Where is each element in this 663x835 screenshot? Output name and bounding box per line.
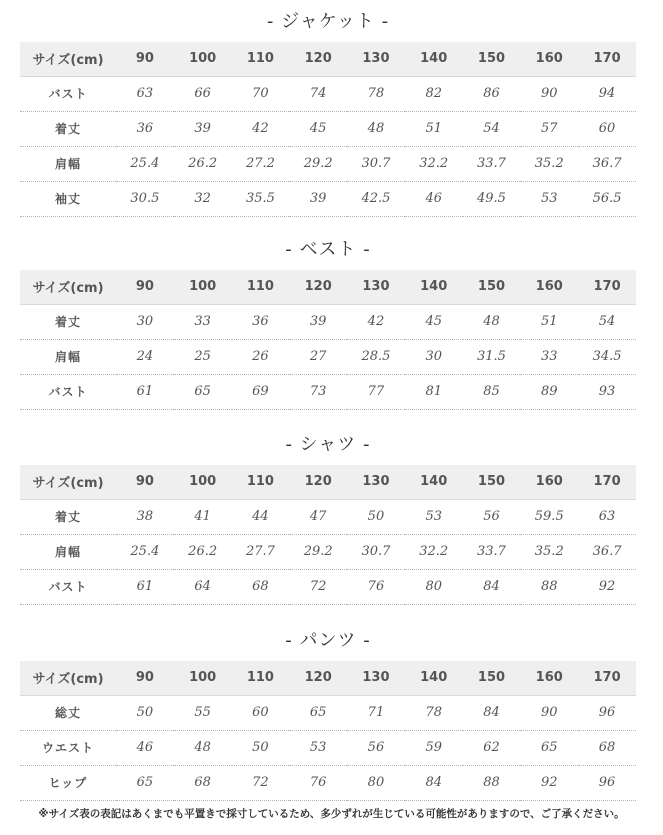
measurement-cell: 63 <box>116 76 174 111</box>
measurement-cell: 31.5 <box>463 339 521 374</box>
measurement-cell: 28.5 <box>347 339 405 374</box>
measurement-cell: 53 <box>405 499 463 534</box>
measurement-cell: 26.2 <box>174 146 232 181</box>
measurement-cell: 33.7 <box>463 146 521 181</box>
measurement-cell: 26 <box>232 339 290 374</box>
row-label: バスト <box>20 76 116 111</box>
measurement-cell: 86 <box>463 76 521 111</box>
measurement-cell: 80 <box>405 569 463 604</box>
table-row <box>20 146 636 181</box>
table-row <box>20 534 636 569</box>
measurement-cell: 42 <box>232 111 290 146</box>
measurement-cell: 48 <box>347 111 405 146</box>
measurement-cell: 50 <box>232 730 290 765</box>
measurement-cell: 90 <box>520 76 578 111</box>
size-header-cell: 140 <box>405 42 463 76</box>
size-header-cell: 160 <box>520 465 578 499</box>
size-header-cell: 160 <box>520 661 578 695</box>
measurement-cell: 27.7 <box>232 534 290 569</box>
measurement-cell: 81 <box>405 374 463 409</box>
measurement-cell: 45 <box>289 111 347 146</box>
measurement-cell: 39 <box>289 181 347 216</box>
table-row <box>20 765 636 800</box>
size-header-cell: 100 <box>174 270 232 304</box>
section-title: - パンツ - <box>285 630 371 651</box>
size-header-cell: 150 <box>463 270 521 304</box>
measurement-cell: 76 <box>347 569 405 604</box>
measurement-cell: 78 <box>347 76 405 111</box>
size-table <box>20 42 636 217</box>
measurement-cell: 29.2 <box>289 534 347 569</box>
measurement-cell: 68 <box>578 730 636 765</box>
measurement-cell: 38 <box>116 499 174 534</box>
measurement-cell: 30 <box>405 339 463 374</box>
size-header-cell: 170 <box>578 465 636 499</box>
measurement-cell: 33 <box>520 339 578 374</box>
measurement-cell: 71 <box>347 695 405 730</box>
measurement-cell: 73 <box>289 374 347 409</box>
section-title: - ジャケット - <box>266 11 390 32</box>
size-header-cell: 120 <box>289 270 347 304</box>
measurement-cell: 61 <box>116 569 174 604</box>
measurement-cell: 36 <box>232 304 290 339</box>
measurement-cell: 85 <box>463 374 521 409</box>
measurement-cell: 48 <box>174 730 232 765</box>
measurement-cell: 39 <box>174 111 232 146</box>
measurement-cell: 84 <box>463 695 521 730</box>
measurement-cell: 65 <box>174 374 232 409</box>
size-table <box>20 465 636 605</box>
size-header-cell: 120 <box>289 661 347 695</box>
measurement-cell: 57 <box>520 111 578 146</box>
measurement-cell: 45 <box>405 304 463 339</box>
row-label: 袖丈 <box>20 181 116 216</box>
table-row <box>20 304 636 339</box>
measurement-cell: 35.2 <box>520 146 578 181</box>
size-header-cell: 100 <box>174 42 232 76</box>
measurement-cell: 27.2 <box>232 146 290 181</box>
measurement-cell: 70 <box>232 76 290 111</box>
size-header-cell: 150 <box>463 465 521 499</box>
table-row <box>20 695 636 730</box>
size-header-cell: 160 <box>520 42 578 76</box>
measurement-cell: 72 <box>232 765 290 800</box>
size-header-label: サイズ(cm) <box>20 661 116 695</box>
measurement-cell: 93 <box>578 374 636 409</box>
measurement-cell: 36 <box>116 111 174 146</box>
table-header-row <box>20 270 636 304</box>
size-header-cell: 110 <box>232 270 290 304</box>
size-header-cell: 90 <box>116 465 174 499</box>
measurement-cell: 27 <box>289 339 347 374</box>
measurement-cell: 68 <box>232 569 290 604</box>
row-label: 総丈 <box>20 695 116 730</box>
measurement-cell: 42 <box>347 304 405 339</box>
measurement-cell: 48 <box>463 304 521 339</box>
size-header-cell: 170 <box>578 42 636 76</box>
size-header-cell: 140 <box>405 465 463 499</box>
measurement-cell: 56 <box>463 499 521 534</box>
measurement-cell: 30.7 <box>347 534 405 569</box>
size-header-cell: 130 <box>347 270 405 304</box>
measurement-cell: 35.5 <box>232 181 290 216</box>
measurement-cell: 56 <box>347 730 405 765</box>
measurement-cell: 54 <box>463 111 521 146</box>
measurement-cell: 30 <box>116 304 174 339</box>
table-row <box>20 374 636 409</box>
size-header-cell: 90 <box>116 270 174 304</box>
measurement-cell: 88 <box>463 765 521 800</box>
size-header-cell: 120 <box>289 465 347 499</box>
measurement-cell: 50 <box>347 499 405 534</box>
measurement-cell: 55 <box>174 695 232 730</box>
size-header-cell: 110 <box>232 465 290 499</box>
measurement-cell: 42.5 <box>347 181 405 216</box>
table-row <box>20 499 636 534</box>
measurement-cell: 84 <box>405 765 463 800</box>
measurement-cell: 76 <box>289 765 347 800</box>
size-header-cell: 170 <box>578 270 636 304</box>
size-header-cell: 170 <box>578 661 636 695</box>
row-label: 着丈 <box>20 111 116 146</box>
row-label: バスト <box>20 374 116 409</box>
measurement-cell: 34.5 <box>578 339 636 374</box>
measurement-cell: 68 <box>174 765 232 800</box>
size-header-cell: 120 <box>289 42 347 76</box>
measurement-cell: 84 <box>463 569 521 604</box>
table-row <box>20 339 636 374</box>
measurement-cell: 41 <box>174 499 232 534</box>
measurement-cell: 65 <box>116 765 174 800</box>
measurement-cell: 92 <box>520 765 578 800</box>
measurement-cell: 24 <box>116 339 174 374</box>
table-row <box>20 111 636 146</box>
measurement-cell: 90 <box>520 695 578 730</box>
measurement-cell: 60 <box>232 695 290 730</box>
measurement-cell: 88 <box>520 569 578 604</box>
measurement-cell: 32.2 <box>405 534 463 569</box>
measurement-cell: 92 <box>578 569 636 604</box>
size-header-cell: 140 <box>405 270 463 304</box>
size-table <box>20 661 636 801</box>
measurement-cell: 26.2 <box>174 534 232 569</box>
size-header-cell: 100 <box>174 465 232 499</box>
table-header-row <box>20 661 636 695</box>
measurement-cell: 63 <box>578 499 636 534</box>
size-table <box>20 270 636 410</box>
size-header-cell: 150 <box>463 661 521 695</box>
measurement-cell: 46 <box>405 181 463 216</box>
measurement-cell: 61 <box>116 374 174 409</box>
measurement-cell: 35.2 <box>520 534 578 569</box>
row-label: ヒップ <box>20 765 116 800</box>
measurement-cell: 78 <box>405 695 463 730</box>
table-row <box>20 76 636 111</box>
measurement-cell: 56.5 <box>578 181 636 216</box>
measurement-cell: 94 <box>578 76 636 111</box>
measurement-cell: 32 <box>174 181 232 216</box>
measurement-cell: 65 <box>289 695 347 730</box>
measurement-cell: 74 <box>289 76 347 111</box>
row-label: 着丈 <box>20 499 116 534</box>
measurement-cell: 60 <box>578 111 636 146</box>
disclaimer-note: ※サイズ表の表記はあくまでも平置きで採寸しているため、多少ずれが生じている可能性がありますので、ご了承ください。 <box>38 808 625 820</box>
measurement-cell: 50 <box>116 695 174 730</box>
size-section-shirt <box>20 425 636 605</box>
size-header-label: サイズ(cm) <box>20 42 116 76</box>
measurement-cell: 36.7 <box>578 146 636 181</box>
measurement-cell: 64 <box>174 569 232 604</box>
row-label: 肩幅 <box>20 534 116 569</box>
measurement-cell: 47 <box>289 499 347 534</box>
measurement-cell: 49.5 <box>463 181 521 216</box>
table-row <box>20 569 636 604</box>
size-header-cell: 90 <box>116 661 174 695</box>
measurement-cell: 77 <box>347 374 405 409</box>
measurement-cell: 33.7 <box>463 534 521 569</box>
table-header-row <box>20 42 636 76</box>
measurement-cell: 44 <box>232 499 290 534</box>
measurement-cell: 69 <box>232 374 290 409</box>
size-header-label: サイズ(cm) <box>20 270 116 304</box>
measurement-cell: 82 <box>405 76 463 111</box>
table-row <box>20 730 636 765</box>
measurement-cell: 96 <box>578 695 636 730</box>
measurement-cell: 25 <box>174 339 232 374</box>
size-section-vest <box>20 230 636 410</box>
measurement-cell: 80 <box>347 765 405 800</box>
size-header-cell: 140 <box>405 661 463 695</box>
measurement-cell: 59 <box>405 730 463 765</box>
size-header-cell: 90 <box>116 42 174 76</box>
measurement-cell: 46 <box>116 730 174 765</box>
row-label: バスト <box>20 569 116 604</box>
measurement-cell: 33 <box>174 304 232 339</box>
measurement-cell: 53 <box>289 730 347 765</box>
row-label: ウエスト <box>20 730 116 765</box>
measurement-cell: 72 <box>289 569 347 604</box>
measurement-cell: 30.7 <box>347 146 405 181</box>
measurement-cell: 66 <box>174 76 232 111</box>
measurement-cell: 65 <box>520 730 578 765</box>
measurement-cell: 59.5 <box>520 499 578 534</box>
measurement-cell: 32.2 <box>405 146 463 181</box>
measurement-cell: 54 <box>578 304 636 339</box>
size-header-cell: 130 <box>347 661 405 695</box>
measurement-cell: 62 <box>463 730 521 765</box>
size-header-cell: 110 <box>232 661 290 695</box>
measurement-cell: 36.7 <box>578 534 636 569</box>
measurement-cell: 39 <box>289 304 347 339</box>
table-row <box>20 181 636 216</box>
measurement-cell: 96 <box>578 765 636 800</box>
measurement-cell: 51 <box>405 111 463 146</box>
size-header-cell: 160 <box>520 270 578 304</box>
size-header-cell: 130 <box>347 465 405 499</box>
size-section-jacket <box>20 2 636 217</box>
row-label: 着丈 <box>20 304 116 339</box>
section-title: - ベスト - <box>285 239 371 260</box>
size-header-cell: 130 <box>347 42 405 76</box>
measurement-cell: 51 <box>520 304 578 339</box>
size-header-cell: 150 <box>463 42 521 76</box>
measurement-cell: 53 <box>520 181 578 216</box>
section-title: - シャツ - <box>285 434 371 455</box>
measurement-cell: 30.5 <box>116 181 174 216</box>
measurement-cell: 25.4 <box>116 534 174 569</box>
measurement-cell: 29.2 <box>289 146 347 181</box>
measurement-cell: 89 <box>520 374 578 409</box>
size-header-cell: 110 <box>232 42 290 76</box>
measurement-cell: 25.4 <box>116 146 174 181</box>
size-header-cell: 100 <box>174 661 232 695</box>
size-section-pants <box>20 621 636 801</box>
size-header-label: サイズ(cm) <box>20 465 116 499</box>
row-label: 肩幅 <box>20 146 116 181</box>
table-header-row <box>20 465 636 499</box>
row-label: 肩幅 <box>20 339 116 374</box>
